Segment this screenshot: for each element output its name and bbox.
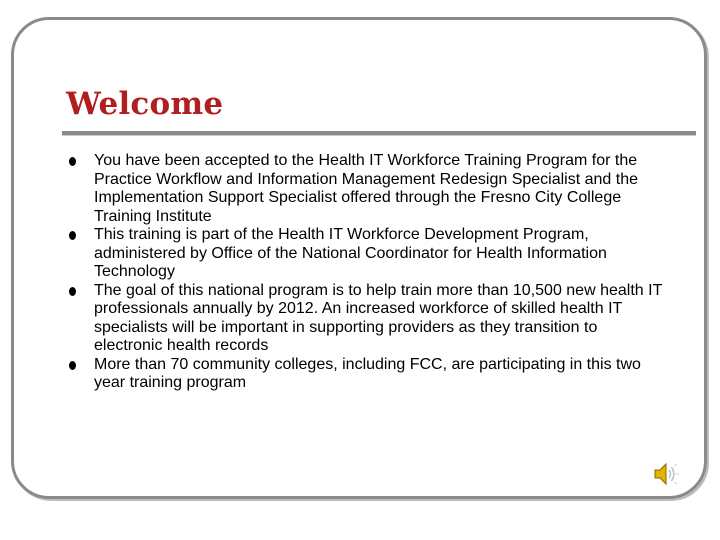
bullet-list <box>66 152 666 393</box>
bullet-dot-icon <box>69 361 76 370</box>
bullet-text: You have been accepted to the Health IT Workforce Training Program for the Practice Workflow and Information Management Redesign Specialist and the Implementation Support Specialist offered through the Fresno City College Training Institute <box>94 152 638 225</box>
speaker-icon[interactable] <box>652 460 680 488</box>
bullet-item <box>66 282 666 356</box>
bullet-item <box>66 226 666 282</box>
bullet-text: More than 70 community colleges, including FCC, are participating in this two year training program <box>94 355 641 391</box>
bullet-dot-icon <box>69 157 76 166</box>
slide-title: Welcome <box>66 86 224 122</box>
bullet-item <box>66 152 666 226</box>
bullet-text: This training is part of the Health IT Workforce Development Program, administered by Office of the National Coordinator for Health Information Technology <box>94 226 607 280</box>
bullet-dot-icon <box>69 287 76 296</box>
bullet-text: The goal of this national program is to help train more than 10,500 new health IT professionals annually by 2012. An increased workforce of skilled health IT specialists will be important in supporting providers as they transition to electronic health records <box>94 281 663 354</box>
bullet-dot-icon <box>69 231 76 240</box>
title-divider <box>62 131 696 135</box>
bullet-item <box>66 356 666 393</box>
